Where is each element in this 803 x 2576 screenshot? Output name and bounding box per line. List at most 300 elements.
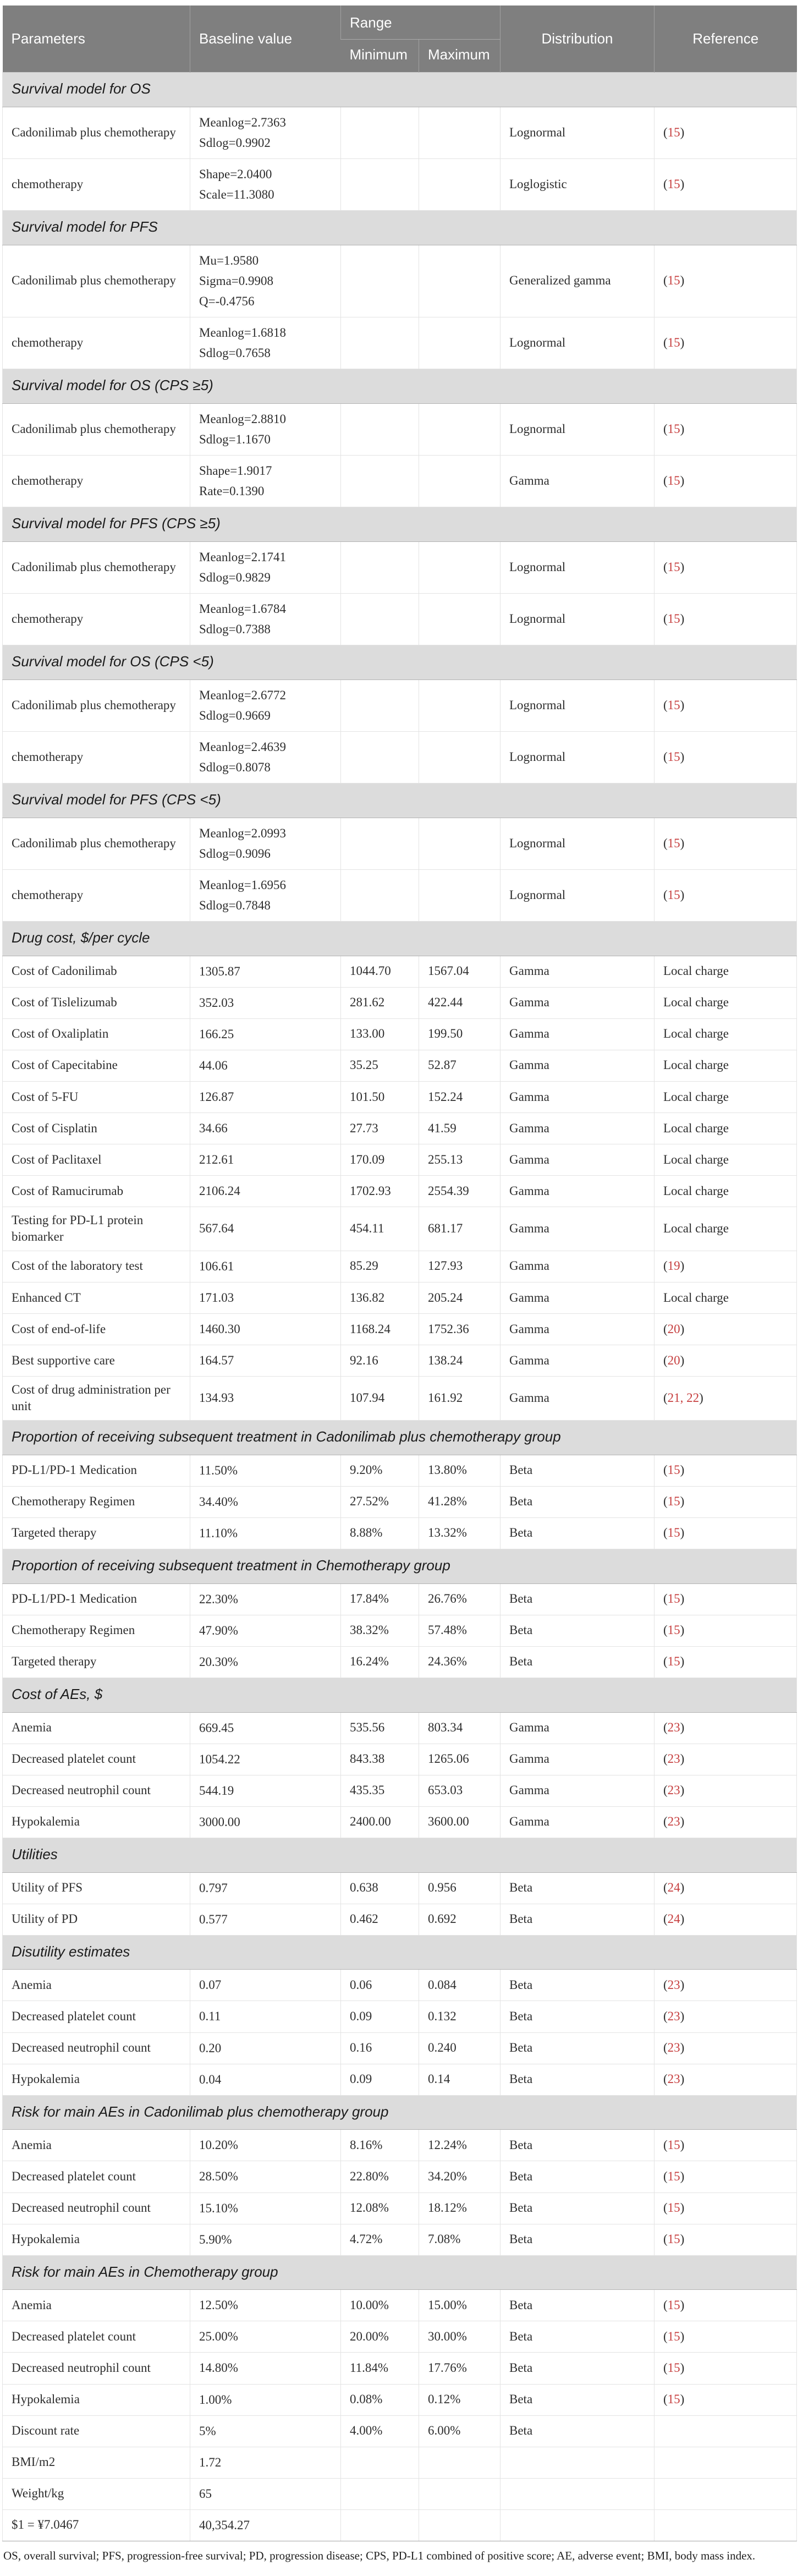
minimum-cell: 11.84% bbox=[341, 2353, 419, 2384]
parameter-cell: Testing for PD-L1 protein biomarker bbox=[3, 1207, 190, 1251]
table-row bbox=[3, 1207, 797, 1251]
maximum-cell: 52.87 bbox=[419, 1050, 501, 1081]
maximum-cell: 1752.36 bbox=[419, 1314, 501, 1345]
minimum-cell: 4.00% bbox=[341, 2415, 419, 2447]
minimum-cell bbox=[341, 158, 419, 210]
maximum-cell bbox=[419, 731, 501, 783]
maximum-cell: 1265.06 bbox=[419, 1744, 501, 1775]
section-title: Cost of AEs, $ bbox=[3, 1678, 797, 1712]
parameter-cell: Decreased neutrophil count bbox=[3, 2032, 190, 2064]
maximum-cell bbox=[419, 455, 501, 507]
minimum-cell: 8.88% bbox=[341, 1517, 419, 1549]
maximum-cell: 13.80% bbox=[419, 1455, 501, 1486]
reference-link[interactable]: 15 bbox=[667, 887, 680, 902]
table-row bbox=[3, 1282, 797, 1313]
section-header-row bbox=[3, 1678, 797, 1712]
baseline-cell: Meanlog=2.7363 Sdlog=0.9902 bbox=[190, 107, 341, 158]
parameter-cell: $1 = ¥7.0467 bbox=[3, 2509, 190, 2541]
table-row bbox=[3, 2415, 797, 2447]
minimum-cell: 4.72% bbox=[341, 2224, 419, 2255]
minimum-cell bbox=[341, 2478, 419, 2509]
distribution-cell: Beta bbox=[501, 2321, 654, 2353]
baseline-cell: 10.20% bbox=[190, 2130, 341, 2161]
section-title: Drug cost, $/per cycle bbox=[3, 921, 797, 956]
reference-link[interactable]: 23 bbox=[667, 2072, 680, 2086]
parameter-cell: Decreased neutrophil count bbox=[3, 2193, 190, 2224]
table-row bbox=[3, 1744, 797, 1775]
minimum-cell: 454.11 bbox=[341, 1207, 419, 1251]
minimum-cell: 20.00% bbox=[341, 2321, 419, 2353]
distribution-cell: Gamma bbox=[501, 1112, 654, 1144]
parameter-cell: Targeted therapy bbox=[3, 1646, 190, 1678]
distribution-cell: Beta bbox=[501, 2130, 654, 2161]
reference-cell: (21, 22) bbox=[654, 1377, 797, 1421]
table-row bbox=[3, 1176, 797, 1207]
baseline-cell: 0.797 bbox=[190, 1872, 341, 1904]
reference-link[interactable]: 15 bbox=[667, 2298, 680, 2312]
baseline-cell: 166.25 bbox=[190, 1018, 341, 1050]
reference-cell: Local charge bbox=[654, 1144, 797, 1176]
distribution-cell: Lognormal bbox=[501, 107, 654, 158]
baseline-cell: 134.93 bbox=[190, 1377, 341, 1421]
reference-link[interactable]: 15 bbox=[667, 177, 680, 191]
minimum-cell: 107.94 bbox=[341, 1377, 419, 1421]
distribution-cell: Beta bbox=[501, 1615, 654, 1646]
maximum-cell: 0.14 bbox=[419, 2064, 501, 2095]
table-row bbox=[3, 1018, 797, 1050]
table-row bbox=[3, 245, 797, 317]
reference-link[interactable]: 15 bbox=[667, 698, 680, 712]
reference-cell: (24) bbox=[654, 1904, 797, 1935]
col-header-maximum: Maximum bbox=[419, 40, 501, 73]
section-title: Utilities bbox=[3, 1838, 797, 1872]
reference-link[interactable]: 23 bbox=[667, 1815, 680, 1829]
reference-cell: (15) bbox=[654, 1517, 797, 1549]
reference-link[interactable]: 15 bbox=[667, 749, 680, 764]
distribution-cell: Beta bbox=[501, 2001, 654, 2032]
maximum-cell: 41.28% bbox=[419, 1486, 501, 1517]
reference-link[interactable]: 24 bbox=[667, 1912, 680, 1926]
distribution-cell: Gamma bbox=[501, 956, 654, 987]
maximum-cell: 152.24 bbox=[419, 1081, 501, 1112]
maximum-cell: 0.956 bbox=[419, 1872, 501, 1904]
maximum-cell: 12.24% bbox=[419, 2130, 501, 2161]
reference-cell: (15) bbox=[654, 679, 797, 731]
parameter-cell: Cost of Cadonilimab bbox=[3, 956, 190, 987]
section-title: Proportion of receiving subsequent treatment in Cadonilimab plus chemotherapy group bbox=[3, 1420, 797, 1455]
baseline-cell: 14.80% bbox=[190, 2353, 341, 2384]
maximum-cell: 0.084 bbox=[419, 1970, 501, 2001]
table-footnote: OS, overall survival; PFS, progression-free survival; PD, progression disease; CPS, PD-L1 combined of positive score; AE, adverse event; BMI, body mass index. bbox=[3, 2548, 756, 2562]
reference-link[interactable]: 23 bbox=[667, 1720, 680, 1735]
reference-cell: (15) bbox=[654, 1646, 797, 1678]
maximum-cell: 6.00% bbox=[419, 2415, 501, 2447]
reference-cell: Local charge bbox=[654, 1050, 797, 1081]
minimum-cell bbox=[341, 245, 419, 317]
parameter-cell: Anemia bbox=[3, 2290, 190, 2321]
minimum-cell: 22.80% bbox=[341, 2161, 419, 2193]
maximum-cell bbox=[419, 679, 501, 731]
table-row bbox=[3, 2130, 797, 2161]
baseline-cell: Meanlog=2.6772 Sdlog=0.9669 bbox=[190, 679, 341, 731]
baseline-cell: 11.50% bbox=[190, 1455, 341, 1486]
parameter-cell: Cost of the laboratory test bbox=[3, 1251, 190, 1282]
distribution-cell: Beta bbox=[501, 1583, 654, 1615]
parameter-cell: Cadonilimab plus chemotherapy bbox=[3, 679, 190, 731]
reference-cell: (15) bbox=[654, 2384, 797, 2415]
reference-link[interactable]: 15 bbox=[667, 2201, 680, 2215]
baseline-cell: Shape=1.9017 Rate=0.1390 bbox=[190, 455, 341, 507]
parameter-cell: Cadonilimab plus chemotherapy bbox=[3, 541, 190, 593]
distribution-cell: Gamma bbox=[501, 1144, 654, 1176]
table-row bbox=[3, 1970, 797, 2001]
section-header-row bbox=[3, 645, 797, 679]
minimum-cell bbox=[341, 869, 419, 921]
baseline-cell: 164.57 bbox=[190, 1345, 341, 1377]
section-header-row bbox=[3, 210, 797, 245]
reference-link[interactable]: 20 bbox=[667, 1353, 680, 1367]
minimum-cell: 0.08% bbox=[341, 2384, 419, 2415]
reference-link[interactable]: 15 bbox=[667, 1623, 680, 1637]
parameter-cell: Anemia bbox=[3, 1712, 190, 1744]
distribution-cell: Gamma bbox=[501, 1314, 654, 1345]
table-row bbox=[3, 1345, 797, 1377]
reference-cell: (23) bbox=[654, 2064, 797, 2095]
distribution-cell: Beta bbox=[501, 1486, 654, 1517]
reference-cell: (15) bbox=[654, 2161, 797, 2193]
section-header-row bbox=[3, 2095, 797, 2130]
minimum-cell: 0.06 bbox=[341, 1970, 419, 2001]
table-row bbox=[3, 2478, 797, 2509]
minimum-cell: 12.08% bbox=[341, 2193, 419, 2224]
parameter-cell: Decreased neutrophil count bbox=[3, 1775, 190, 1806]
reference-link[interactable]: 15 bbox=[667, 2361, 680, 2375]
reference-link[interactable]: 15 bbox=[667, 2169, 680, 2184]
table-row bbox=[3, 1615, 797, 1646]
col-header-parameters: Parameters bbox=[3, 6, 190, 73]
baseline-cell: 126.87 bbox=[190, 1081, 341, 1112]
parameter-cell: Cost of Paclitaxel bbox=[3, 1144, 190, 1176]
baseline-cell: 3000.00 bbox=[190, 1806, 341, 1838]
minimum-cell bbox=[341, 818, 419, 869]
baseline-cell: 40,354.27 bbox=[190, 2509, 341, 2541]
table-row bbox=[3, 1872, 797, 1904]
maximum-cell: 57.48% bbox=[419, 1615, 501, 1646]
distribution-cell: Beta bbox=[501, 1904, 654, 1935]
maximum-cell: 681.17 bbox=[419, 1207, 501, 1251]
minimum-cell: 8.16% bbox=[341, 2130, 419, 2161]
maximum-cell: 41.59 bbox=[419, 1112, 501, 1144]
reference-cell bbox=[654, 2509, 797, 2541]
parameter-cell: Hypokalemia bbox=[3, 1806, 190, 1838]
table-row bbox=[3, 1144, 797, 1176]
parameter-cell: Chemotherapy Regimen bbox=[3, 1486, 190, 1517]
reference-link[interactable]: 15 bbox=[667, 125, 680, 139]
reference-cell: (15) bbox=[654, 1455, 797, 1486]
baseline-cell: 1460.30 bbox=[190, 1314, 341, 1345]
reference-cell: (15) bbox=[654, 1583, 797, 1615]
reference-link[interactable]: 15 bbox=[667, 2232, 680, 2246]
reference-link[interactable]: 15 bbox=[667, 336, 680, 350]
baseline-cell: 5% bbox=[190, 2415, 341, 2447]
table-row bbox=[3, 2193, 797, 2224]
reference-link[interactable]: 15 bbox=[667, 1463, 680, 1477]
distribution-cell: Beta bbox=[501, 2161, 654, 2193]
table-row bbox=[3, 1583, 797, 1615]
distribution-cell: Gamma bbox=[501, 1018, 654, 1050]
distribution-cell: Gamma bbox=[501, 1377, 654, 1421]
col-header-baseline-value: Baseline value bbox=[190, 6, 341, 73]
section-header-row bbox=[3, 2255, 797, 2290]
maximum-cell: 199.50 bbox=[419, 1018, 501, 1050]
maximum-cell: 127.93 bbox=[419, 1251, 501, 1282]
reference-cell: (15) bbox=[654, 158, 797, 210]
parameter-cell: Cost of Oxaliplatin bbox=[3, 1018, 190, 1050]
maximum-cell bbox=[419, 317, 501, 369]
reference-link[interactable]: 23 bbox=[667, 1752, 680, 1766]
minimum-cell: 435.35 bbox=[341, 1775, 419, 1806]
minimum-cell: 101.50 bbox=[341, 1081, 419, 1112]
distribution-cell: Loglogistic bbox=[501, 158, 654, 210]
distribution-cell bbox=[501, 2509, 654, 2541]
maximum-cell bbox=[419, 107, 501, 158]
reference-cell: (15) bbox=[654, 1486, 797, 1517]
reference-cell: (20) bbox=[654, 1345, 797, 1377]
maximum-cell: 803.34 bbox=[419, 1712, 501, 1744]
reference-cell: (23) bbox=[654, 1970, 797, 2001]
minimum-cell bbox=[341, 731, 419, 783]
parameter-cell: Cost of drug administration per unit bbox=[3, 1377, 190, 1421]
distribution-cell: Gamma bbox=[501, 455, 654, 507]
table-row bbox=[3, 1904, 797, 1935]
section-title: Proportion of receiving subsequent treatment in Chemotherapy group bbox=[3, 1549, 797, 1583]
reference-link[interactable]: 23 bbox=[667, 1783, 680, 1797]
parameter-cell: Cost of Tislelizumab bbox=[3, 987, 190, 1018]
reference-link[interactable]: 15 bbox=[667, 1526, 680, 1540]
distribution-cell bbox=[501, 2447, 654, 2478]
table-row bbox=[3, 593, 797, 645]
table-row bbox=[3, 1806, 797, 1838]
reference-link[interactable]: 15 bbox=[667, 1654, 680, 1669]
minimum-cell: 17.84% bbox=[341, 1583, 419, 1615]
section-header-row bbox=[3, 1549, 797, 1583]
parameter-cell: Anemia bbox=[3, 2130, 190, 2161]
minimum-cell: 38.32% bbox=[341, 1615, 419, 1646]
section-title: Risk for main AEs in Chemotherapy group bbox=[3, 2255, 797, 2290]
section-header-row bbox=[3, 1420, 797, 1455]
table-row bbox=[3, 455, 797, 507]
minimum-cell: 16.24% bbox=[341, 1646, 419, 1678]
section-header-row bbox=[3, 369, 797, 404]
reference-cell: (23) bbox=[654, 1744, 797, 1775]
reference-link[interactable]: 24 bbox=[667, 1881, 680, 1895]
baseline-cell: 171.03 bbox=[190, 1282, 341, 1313]
table-row bbox=[3, 869, 797, 921]
parameter-cell: Utility of PFS bbox=[3, 1872, 190, 1904]
minimum-cell: 0.09 bbox=[341, 2064, 419, 2095]
distribution-cell: Lognormal bbox=[501, 403, 654, 455]
reference-link[interactable]: 23 bbox=[667, 2041, 680, 2055]
parameter-cell: Cost of Ramucirumab bbox=[3, 1176, 190, 1207]
table-row bbox=[3, 1455, 797, 1486]
reference-link[interactable]: 15 bbox=[667, 2330, 680, 2344]
parameter-cell: Hypokalemia bbox=[3, 2384, 190, 2415]
minimum-cell bbox=[341, 679, 419, 731]
table-row bbox=[3, 731, 797, 783]
distribution-cell: Lognormal bbox=[501, 541, 654, 593]
reference-link[interactable]: 15 bbox=[667, 611, 680, 626]
reference-cell: (15) bbox=[654, 2290, 797, 2321]
section-title: Survival model for OS (CPS ≥5) bbox=[3, 369, 797, 404]
table-row bbox=[3, 107, 797, 158]
minimum-cell: 535.56 bbox=[341, 1712, 419, 1744]
col-header-minimum: Minimum bbox=[341, 40, 419, 73]
baseline-cell: 1054.22 bbox=[190, 1744, 341, 1775]
reference-cell: (23) bbox=[654, 1712, 797, 1744]
parameter-cell: PD-L1/PD-1 Medication bbox=[3, 1455, 190, 1486]
minimum-cell: 0.16 bbox=[341, 2032, 419, 2064]
reference-link[interactable]: 15 bbox=[667, 273, 680, 288]
table-row bbox=[3, 317, 797, 369]
table-row bbox=[3, 1646, 797, 1678]
maximum-cell: 18.12% bbox=[419, 2193, 501, 2224]
parameter-cell: chemotherapy bbox=[3, 731, 190, 783]
distribution-cell: Lognormal bbox=[501, 317, 654, 369]
maximum-cell: 161.92 bbox=[419, 1377, 501, 1421]
reference-link[interactable]: 15 bbox=[667, 1592, 680, 1606]
baseline-cell: Meanlog=1.6784 Sdlog=0.7388 bbox=[190, 593, 341, 645]
baseline-cell: 0.07 bbox=[190, 1970, 341, 2001]
distribution-cell: Gamma bbox=[501, 1050, 654, 1081]
table-row bbox=[3, 1486, 797, 1517]
baseline-cell: 28.50% bbox=[190, 2161, 341, 2193]
reference-link[interactable]: 15 bbox=[667, 2392, 680, 2407]
table-row bbox=[3, 2224, 797, 2255]
section-title: Survival model for PFS bbox=[3, 210, 797, 245]
section-header-row bbox=[3, 73, 797, 107]
table-row bbox=[3, 1775, 797, 1806]
reference-cell: (24) bbox=[654, 1872, 797, 1904]
reference-link[interactable]: 23 bbox=[667, 2009, 680, 2024]
baseline-cell: 11.10% bbox=[190, 1517, 341, 1549]
maximum-cell: 30.00% bbox=[419, 2321, 501, 2353]
reference-cell: (15) bbox=[654, 2193, 797, 2224]
section-title: Survival model for PFS (CPS <5) bbox=[3, 783, 797, 818]
table-row bbox=[3, 2384, 797, 2415]
distribution-cell: Gamma bbox=[501, 1744, 654, 1775]
baseline-cell: 25.00% bbox=[190, 2321, 341, 2353]
parameters-table bbox=[2, 6, 797, 2541]
table-row bbox=[3, 1712, 797, 1744]
reference-cell: (23) bbox=[654, 1806, 797, 1838]
reference-cell: (15) bbox=[654, 455, 797, 507]
reference-link[interactable]: 21, 22 bbox=[667, 1391, 700, 1405]
minimum-cell bbox=[341, 541, 419, 593]
minimum-cell bbox=[341, 2509, 419, 2541]
baseline-cell: 1305.87 bbox=[190, 956, 341, 987]
maximum-cell: 138.24 bbox=[419, 1345, 501, 1377]
reference-link[interactable]: 15 bbox=[667, 2137, 680, 2152]
baseline-cell: Mu=1.9580 Sigma=0.9908 Q=-0.4756 bbox=[190, 245, 341, 317]
table-row bbox=[3, 1050, 797, 1081]
reference-link[interactable]: 23 bbox=[667, 1978, 680, 1992]
reference-cell: (15) bbox=[654, 2130, 797, 2161]
section-title: Risk for main AEs in Cadonilimab plus chemotherapy group bbox=[3, 2095, 797, 2130]
distribution-cell: Gamma bbox=[501, 1345, 654, 1377]
maximum-cell bbox=[419, 541, 501, 593]
baseline-cell: 544.19 bbox=[190, 1775, 341, 1806]
minimum-cell: 1168.24 bbox=[341, 1314, 419, 1345]
table-row bbox=[3, 1377, 797, 1421]
reference-link[interactable]: 15 bbox=[667, 474, 680, 487]
parameter-cell: Decreased platelet count bbox=[3, 1744, 190, 1775]
reference-cell: (15) bbox=[654, 107, 797, 158]
minimum-cell: 843.38 bbox=[341, 1744, 419, 1775]
baseline-cell: 2106.24 bbox=[190, 1176, 341, 1207]
minimum-cell: 136.82 bbox=[341, 1282, 419, 1313]
reference-cell: (23) bbox=[654, 2032, 797, 2064]
reference-link[interactable]: 20 bbox=[667, 1322, 680, 1336]
section-title: Survival model for OS (CPS <5) bbox=[3, 645, 797, 679]
distribution-cell: Lognormal bbox=[501, 593, 654, 645]
reference-link[interactable]: 15 bbox=[667, 1494, 680, 1509]
section-header-row bbox=[3, 1935, 797, 1970]
reference-cell: Local charge bbox=[654, 987, 797, 1018]
maximum-cell: 24.36% bbox=[419, 1646, 501, 1678]
reference-cell bbox=[654, 2478, 797, 2509]
section-title: Disutility estimates bbox=[3, 1935, 797, 1970]
parameter-cell: Cost of Capecitabine bbox=[3, 1050, 190, 1081]
reference-link[interactable]: 15 bbox=[667, 560, 680, 574]
parameter-cell: Cadonilimab plus chemotherapy bbox=[3, 245, 190, 317]
reference-cell: (15) bbox=[654, 2321, 797, 2353]
baseline-cell: 15.10% bbox=[190, 2193, 341, 2224]
maximum-cell bbox=[419, 2478, 501, 2509]
distribution-cell: Beta bbox=[501, 2290, 654, 2321]
reference-cell: (20) bbox=[654, 1314, 797, 1345]
baseline-cell: 352.03 bbox=[190, 987, 341, 1018]
distribution-cell bbox=[501, 2478, 654, 2509]
maximum-cell: 0.692 bbox=[419, 1904, 501, 1935]
baseline-cell: 47.90% bbox=[190, 1615, 341, 1646]
table-row bbox=[3, 403, 797, 455]
distribution-cell: Beta bbox=[501, 2224, 654, 2255]
baseline-cell: 669.45 bbox=[190, 1712, 341, 1744]
table-row bbox=[3, 1081, 797, 1112]
distribution-cell: Beta bbox=[501, 2384, 654, 2415]
reference-cell bbox=[654, 2447, 797, 2478]
col-header-reference: Reference bbox=[654, 6, 797, 73]
baseline-cell: 0.577 bbox=[190, 1904, 341, 1935]
minimum-cell: 133.00 bbox=[341, 1018, 419, 1050]
parameter-cell: Decreased neutrophil count bbox=[3, 2353, 190, 2384]
parameter-cell: Enhanced CT bbox=[3, 1282, 190, 1313]
parameter-cell: Decreased platelet count bbox=[3, 2161, 190, 2193]
reference-cell: (15) bbox=[654, 317, 797, 369]
baseline-cell: Meanlog=1.6818 Sdlog=0.7658 bbox=[190, 317, 341, 369]
baseline-cell: Meanlog=1.6956 Sdlog=0.7848 bbox=[190, 869, 341, 921]
reference-cell: (23) bbox=[654, 2001, 797, 2032]
reference-link[interactable]: 19 bbox=[667, 1259, 680, 1273]
reference-cell: (23) bbox=[654, 1775, 797, 1806]
distribution-cell: Lognormal bbox=[501, 818, 654, 869]
maximum-cell: 26.76% bbox=[419, 1583, 501, 1615]
reference-link[interactable]: 15 bbox=[667, 836, 680, 850]
baseline-cell: 0.04 bbox=[190, 2064, 341, 2095]
reference-link[interactable]: 15 bbox=[667, 421, 680, 436]
maximum-cell: 255.13 bbox=[419, 1144, 501, 1176]
parameter-cell: Chemotherapy Regimen bbox=[3, 1615, 190, 1646]
